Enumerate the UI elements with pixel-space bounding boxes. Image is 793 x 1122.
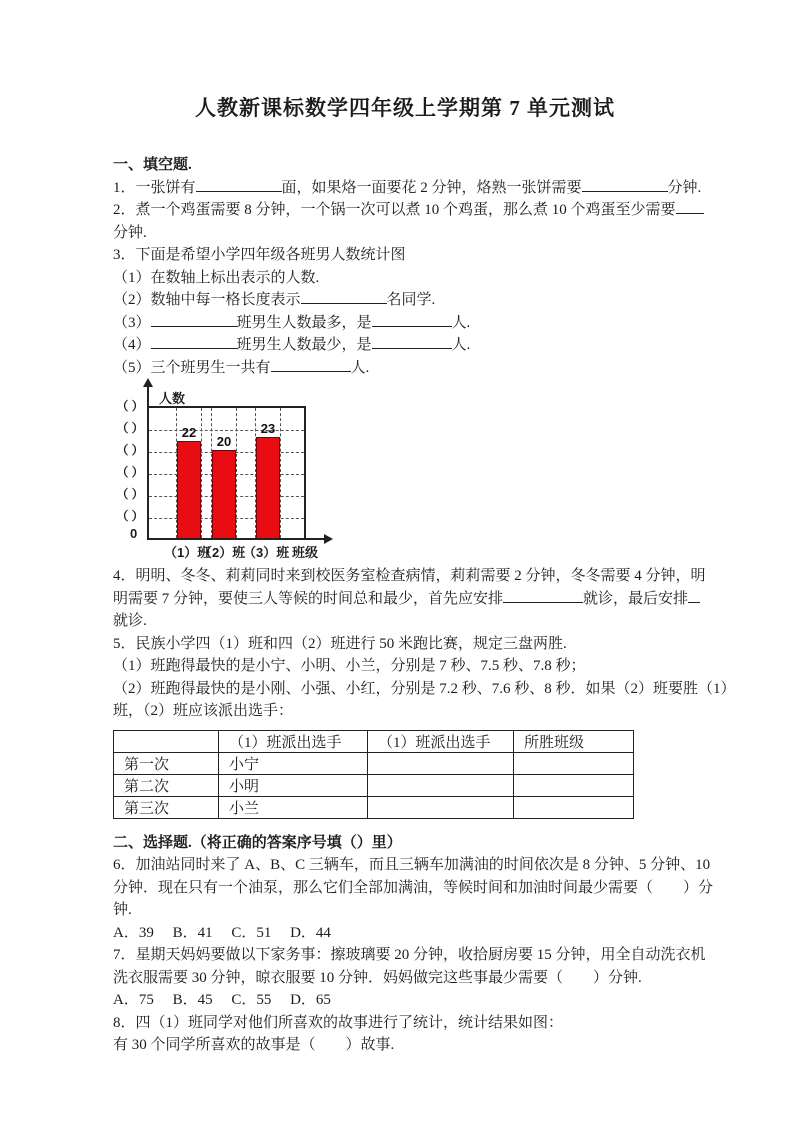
blank-line [372,314,452,327]
table-header-row [114,730,634,752]
question-7-options: A．75 B．45 C．55 D．65 [113,992,331,1008]
table-header-cell [114,730,219,752]
bar-chart [113,381,697,559]
y-tick-blank: （ ） [116,509,144,523]
blank-line [676,201,704,214]
page-title: 人教新课标数学四年级上学期第 7 单元测试 [195,96,615,120]
question-3-sub-2: （2）数轴中每一格长度表示 名同学. [113,292,436,308]
y-tick-blank: （ ） [116,487,144,501]
question-2-line-1: 2．煮一个鸡蛋需要 8 分钟，一个锅一次可以煮 10 个鸡蛋，那么煮 10 个鸡蛋至少需要 [113,199,697,222]
table-cell: 第一次 [114,752,219,774]
blank-line [688,590,700,603]
question-4-line-3: 就诊. [113,613,147,629]
table-cell: 第三次 [114,796,219,818]
blank-line [301,291,387,304]
x-category-label: （2）班 [199,545,246,560]
question-3-sub-3: （3） 班男生人数最多，是 人. [113,314,471,331]
question-7-line-1: 7．星期天妈妈要做以下家务事：擦玻璃要 20 分钟，收拾厨房要 15 分钟，用全自动洗衣机 [113,947,706,963]
table-header-cell: （1）班派出选手 [219,730,368,752]
table-cell: 小宁 [219,752,368,774]
bar-column-class2 [212,434,236,538]
bar-value-label: 22 [181,425,197,440]
gridline [280,408,281,538]
blank-line [151,314,237,327]
table-cell: 小兰 [219,796,368,818]
table-row [114,796,634,818]
x-axis-arrow-icon [324,534,333,544]
table-cell [514,796,634,818]
table-header-cell: 所胜班级 [514,730,634,752]
section-fill-heading: 一、填空题. [113,157,192,173]
blank-line [196,179,282,192]
bar-class1 [177,441,201,538]
plot-area [149,406,306,538]
bar-class2 [212,450,236,538]
x-axis-title: 班级 [292,545,319,560]
table-row [114,774,634,796]
y-tick-blank: （ ） [116,399,144,413]
question-5-sub-2: （2）班跑得最快的是小刚、小强、小红，分别是 7.2 秒、7.6 秒、8 秒．如果（2）班要胜（1） [113,680,736,697]
question-3-sub-1: （1）在数轴上标出表示的人数. [113,269,320,286]
players-table [113,730,634,819]
question-8-line-2: 有 30 个同学所喜欢的故事是（ ）故事. [113,1037,395,1053]
question-7-line-2: 洗衣服需要 30 分钟，晾衣服要 10 分钟．妈妈做完这些事最少需要（ ）分钟. [113,969,642,986]
question-3-intro: 3．下面是希望小学四年级各班男人数统计图 [113,247,406,263]
question-3-sub-5: （5）三个班男生一共有 人. [113,359,370,376]
question-6-line-2: 分钟．现在只有一个油泵，那么它们全部加满油，等候时间和加油时间最少需要（ ）分 [113,879,714,896]
y-tick-blank: （ ） [116,443,144,457]
question-6-line-3: 钟. [113,902,132,918]
x-axis [147,538,327,540]
question-1: 1．一张饼有 面，如果烙一面要花 2 分钟，烙熟一张饼需要 分钟. [113,179,702,196]
question-2-line-2: 分钟. [113,224,147,241]
question-4-line-2: 明需要 7 分钟，要使三人等候的时间总和最少，首先应安排 就诊，最后安排 [113,588,697,611]
question-8-line-1: 8．四（1）班同学对他们所喜欢的故事进行了统计，统计结果如图： [113,1014,564,1031]
bar-value-label: 23 [260,421,276,436]
question-3-sub-4: （4） 班男生人数最少，是 人. [113,337,471,353]
table-cell [514,752,634,774]
blank-line [582,179,668,192]
gridline [201,408,202,538]
question-5-sub-2-cont: 班，（2）班应该派出选手： [113,703,294,719]
question-6-line-1: 6．加油站同时来了 A、B、C 三辆车，而且三辆车加满油的时间依次是 8 分钟、5 分钟、10 [113,857,711,873]
table-header-cell: （1）班派出选手 [368,730,514,752]
table-cell [368,774,514,796]
y-tick-blank: （ ） [116,465,144,479]
y-axis-title: 人数 [159,391,186,406]
question-6-options: A．39 B．41 C．51 D．44 [113,924,331,941]
origin-label: 0 [130,526,138,541]
bar-class3 [256,437,280,538]
table-cell: 第二次 [114,774,219,796]
y-tick-blank: （ ） [116,421,144,435]
question-5-line-1: 5．民族小学四（1）班和四（2）班进行 50 米跑比赛，规定三盘两胜. [113,635,567,652]
gridline [236,408,237,538]
bar-column-class1 [177,425,201,538]
table-cell: 小明 [219,774,368,796]
blank-line [372,336,452,349]
table-cell [368,796,514,818]
bar-column-class3 [256,421,280,538]
section-choice-heading: 二、选择题.（将正确的答案序号填（）里） [113,834,402,851]
question-4-line-1: 4．明明、冬冬、莉莉同时来到校医务室检查病情，莉莉需要 2 分钟，冬冬需要 4 分钟，明 [113,568,706,584]
x-category-label: （3）班 [243,545,290,560]
bar-value-label: 20 [216,434,232,449]
table-cell [368,752,514,774]
question-5-sub-1: （1）班跑得最快的是小宁、小明、小兰，分别是 7 秒、7.5 秒、7.8 秒； [113,658,586,674]
blank-line [271,359,351,372]
x-category-label: （1）班 [164,545,211,560]
blank-line [503,590,583,603]
table-cell [514,774,634,796]
blank-line [151,336,237,349]
table-row [114,752,634,774]
